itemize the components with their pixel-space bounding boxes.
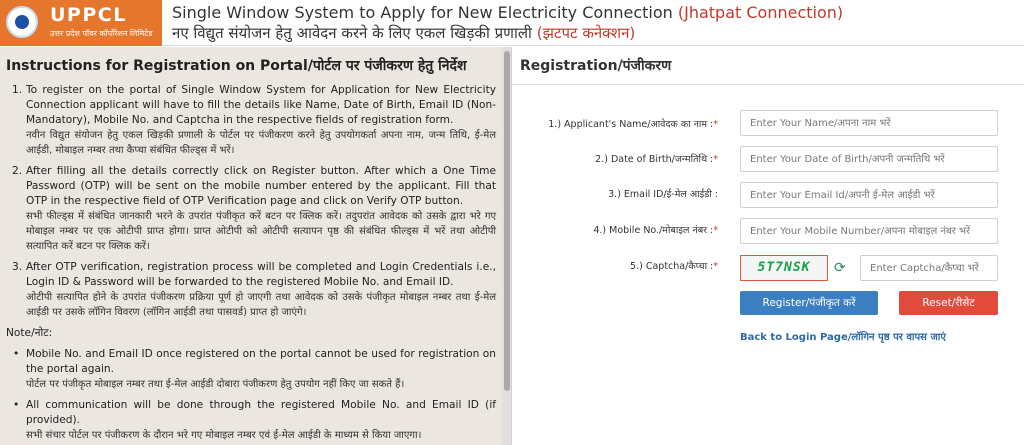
instructions-scrollbar[interactable] [502, 47, 512, 445]
dob-label-text: 2.) Date of Birth/जन्मतिथि : [595, 154, 714, 165]
register-button[interactable]: Register/पंजीकृत करें [740, 291, 878, 315]
step-text-en: After filling all the details correctly click on Register button. After which a One Time Password (OTP) will be sent on the mobile number entered by the applicant. Fill that OTP in the respective field of OTP Verification page and click on Verify OTP button. [26, 165, 496, 207]
email-label-text: 3.) Email ID/ई-मेल आईडी : [608, 189, 718, 200]
dob-input[interactable] [740, 146, 998, 172]
captcha-label [630, 259, 718, 272]
mobile-input[interactable] [740, 218, 998, 244]
required-marker: * [713, 261, 718, 272]
back-to-login-link[interactable]: Back to Login Page/लॉगिन पृष्ठ पर वापस जाएं [740, 332, 946, 343]
step-text-en: To register on the portal of Single Window System for Application for New Electricity Connection applicant will have to fill the details like Name, Date of Birth, Email ID (Non-Mandatory), Mobile No. and Captcha in the respective fields of registration form. [26, 84, 496, 126]
brand-subtitle: उत्तर प्रदेश पॉवर कॉर्पोरेशन लिमिटेड [50, 29, 153, 38]
uppcl-logo-icon [6, 6, 38, 38]
email-input[interactable] [740, 182, 998, 208]
note-text-en: • All communication will be done through the registered Mobile No. and Email ID (if provided). [26, 399, 496, 426]
step-text-hi: नवीन विद्युत संयोजन हेतु एकल खिड़की प्रणाली के पोर्टल पर पंजीकरण करने हेतु उपयोगकर्ता अपना नाम, जन्म तिथि, ई-मेल आईडी, मोबाइल नम्बर तथा कैप्चा संबंधित फील्ड्स में भरें। [26, 130, 496, 156]
step-text-hi: ओटीपी सत्यापित होने के उपरांत पंजीकरण प्रक्रिया पूर्ण हो जाएगी तथा आवेदक को उसके पंजीकृत मोबाइल नम्बर तथा ई-मेल आईडी पर उसके लॉगिन विवरण (लॉगिन आईडी तथा पासवर्ड) प्राप्त हो जाएंगे। [26, 292, 496, 318]
page-title-en [172, 3, 843, 22]
step-text-hi: सभी फील्ड्स में संबंधित जानकारी भरने के उपरांत पंजीकृत करें बटन पर क्लिक करें। तदुपरांत आवेदक को उसके द्वारा भरे गए मोबाइल नम्बर पर एक ओटीपी प्राप्त होगा। प्राप्त ओटीपी को ओटीपी सत्यापन पृष्ठ की संबंधित फील्ड्स में भरें तथा ओटीपी सत्यापित करें बटन पर क्लिक करें। [26, 211, 496, 252]
captcha-input[interactable] [860, 255, 998, 281]
email-label [608, 187, 718, 200]
page-header [0, 0, 1024, 46]
note-text-hi: पोर्टल पर पंजीकृत मोबाइल नम्बर तथा ई-मेल आईडी दोबारा पंजीकरण हेतु उपयोग नहीं किए जा सकते हैं। [26, 379, 405, 390]
reset-button[interactable]: Reset/रीसेट [899, 291, 998, 315]
refresh-icon[interactable]: ⟳ [834, 260, 846, 276]
note-text-hi: सभी संचार पोर्टल पर पंजीकरण के दौरान भरे गए मोबाइल नम्बर एवं ई-मेल आईडी के माध्यम से किया जाएगा। [26, 430, 422, 441]
instruction-step [0, 260, 502, 320]
scrollbar-thumb[interactable] [504, 51, 510, 391]
title-hi-text: नए विद्युत संयोजन हेतु आवेदन करने के लिए एकल खिड़की प्रणाली [172, 24, 532, 42]
title-en-accent: (Jhatpat Connection) [677, 3, 844, 22]
brand-name: UPPCL [50, 4, 127, 26]
instructions-title: Instructions for Registration on Portal/पोर्टल पर पंजीकरण हेतु निर्देश [6, 58, 467, 74]
instruction-step [0, 164, 502, 254]
instructions-body [0, 83, 502, 445]
step-text-en: After OTP verification, registration process will be completed and Login Credentials i.e., Login ID & Password will be forwarded to the registered Mobile No. and Email ID. [26, 261, 496, 288]
captcha-image: 5T7NSK [740, 255, 828, 281]
note-title: Note/नोट: [6, 327, 53, 339]
note-item [0, 398, 502, 443]
page-title-hi [172, 23, 635, 43]
mobile-label-text: 4.) Mobile No./मोबाइल नंबर : [593, 225, 714, 236]
step-number: 2. [12, 165, 23, 177]
title-hi-accent: (झटपट कनेक्शन) [536, 24, 636, 42]
captcha-label-text: 5.) Captcha/कैप्चा : [630, 261, 714, 272]
brand-block[interactable] [0, 0, 162, 46]
required-marker: * [713, 154, 718, 165]
instruction-step [0, 83, 502, 158]
title-en-text: Single Window System to Apply for New Electricity Connection [172, 3, 673, 22]
title-divider [512, 84, 1024, 85]
instructions-panel [0, 47, 512, 445]
registration-panel [512, 47, 1024, 445]
name-input[interactable] [740, 110, 998, 136]
note-text-en: • Mobile No. and Email ID once registered on the portal cannot be used for registration on the portal again. [26, 348, 496, 375]
required-marker: * [713, 225, 718, 236]
step-number: 1. [12, 84, 23, 96]
step-number: 3. [12, 261, 23, 273]
name-label-text: 1.) Applicant's Name/आवेदक का नाम : [548, 119, 714, 130]
mobile-label [593, 223, 718, 236]
dob-label [595, 152, 718, 165]
registration-title: Registration/पंजीकरण [520, 58, 672, 74]
name-label [548, 117, 718, 130]
required-marker: * [713, 119, 718, 130]
note-item [0, 347, 502, 392]
